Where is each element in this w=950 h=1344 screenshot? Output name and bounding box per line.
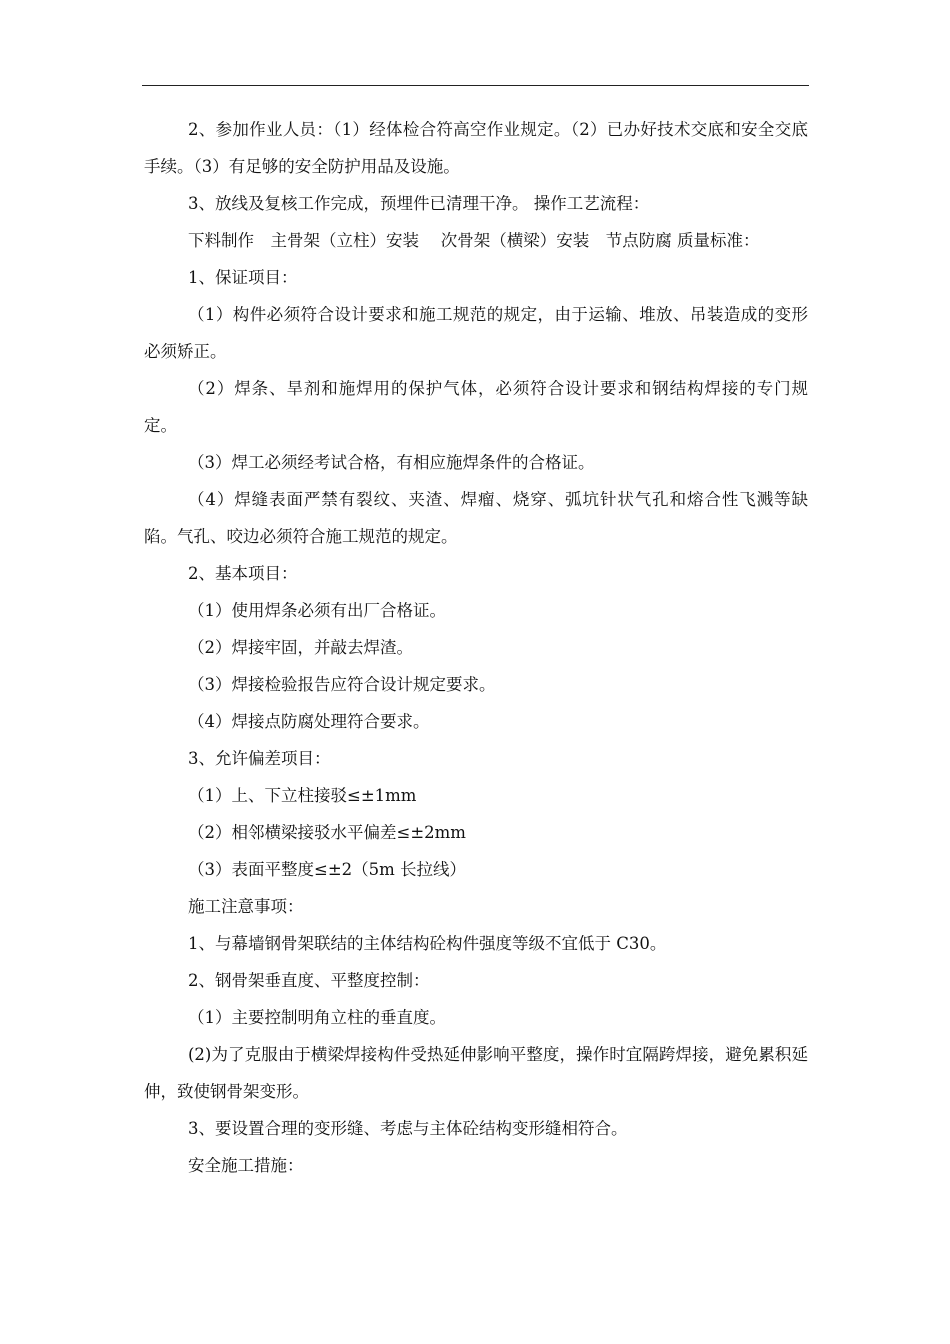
paragraph-precaution-2: 2、钢骨架垂直度、平整度控制： — [188, 971, 430, 990]
paragraph-precaution-2-2: (2)为了克服由于横梁焊接构件受热延伸影响平整度，操作时宜隔跨焊接，避免累积延伸，致使钢骨架变形。 — [144, 1045, 808, 1101]
paragraph-layout-check: 3、放线及复核工作完成，预埋件已清理干净。 操作工艺流程： — [188, 194, 650, 213]
paragraph-basic-2: （2）焊接牢固，并敲去焊渣。 — [188, 638, 413, 657]
header-rule — [142, 85, 809, 86]
paragraph-precaution-1: 1、与幕墙钢骨架联结的主体结构砼构件强度等级不宜低于 C30。 — [188, 934, 667, 953]
paragraph-precaution-2-1: （1）主要控制明角立柱的垂直度。 — [188, 1008, 446, 1027]
paragraph-basic-1: （1）使用焊条必须有出厂合格证。 — [188, 601, 446, 620]
paragraph-guarantee-3: （3）焊工必须经考试合格，有相应施焊条件的合格证。 — [188, 453, 595, 472]
heading-safety-measures: 安全施工措施： — [188, 1156, 304, 1175]
heading-precautions: 施工注意事项： — [188, 897, 304, 916]
paragraph-basic-4: （4）焊接点防腐处理符合要求。 — [188, 712, 430, 731]
heading-tolerance-items: 3、允许偏差项目： — [188, 749, 331, 768]
paragraph-tolerance-3: （3）表面平整度≤±2（5m 长拉线） — [188, 860, 467, 879]
paragraph-personnel: 2、参加作业人员：（1）经体检合符高空作业规定。（2）已办好技术交底和安全交底手续。（3）有足够的安全防护用品及设施。 — [144, 120, 808, 176]
paragraph-guarantee-1: （1）构件必须符合设计要求和施工规范的规定，由于运输、堆放、吊装造成的变形必须矫正。 — [144, 305, 808, 361]
document-body — [144, 111, 808, 1184]
paragraph-process-flow: 下料制作 主骨架（立柱）安装 次骨架（横梁）安装 节点防腐 质量标准： — [188, 231, 760, 250]
paragraph-basic-3: （3）焊接检验报告应符合设计规定要求。 — [188, 675, 496, 694]
heading-basic-items: 2、基本项目： — [188, 564, 298, 583]
paragraph-precaution-3: 3、要设置合理的变形缝、考虑与主体砼结构变形缝相符合。 — [188, 1119, 628, 1138]
paragraph-tolerance-1: （1）上、下立柱接驳≤±1mm — [188, 786, 417, 805]
paragraph-guarantee-2: （2）焊条、旱剂和施焊用的保护气体，必须符合设计要求和钢结构焊接的专门规定。 — [144, 379, 808, 435]
heading-guarantee-items: 1、保证项目： — [188, 268, 298, 287]
paragraph-guarantee-4: （4）焊缝表面严禁有裂纹、夹渣、焊瘤、烧穿、弧坑针状气孔和熔合性飞溅等缺陷。气孔、咬边必须符合施工规范的规定。 — [144, 490, 808, 546]
paragraph-tolerance-2: （2）相邻横梁接驳水平偏差≤±2mm — [188, 823, 466, 842]
